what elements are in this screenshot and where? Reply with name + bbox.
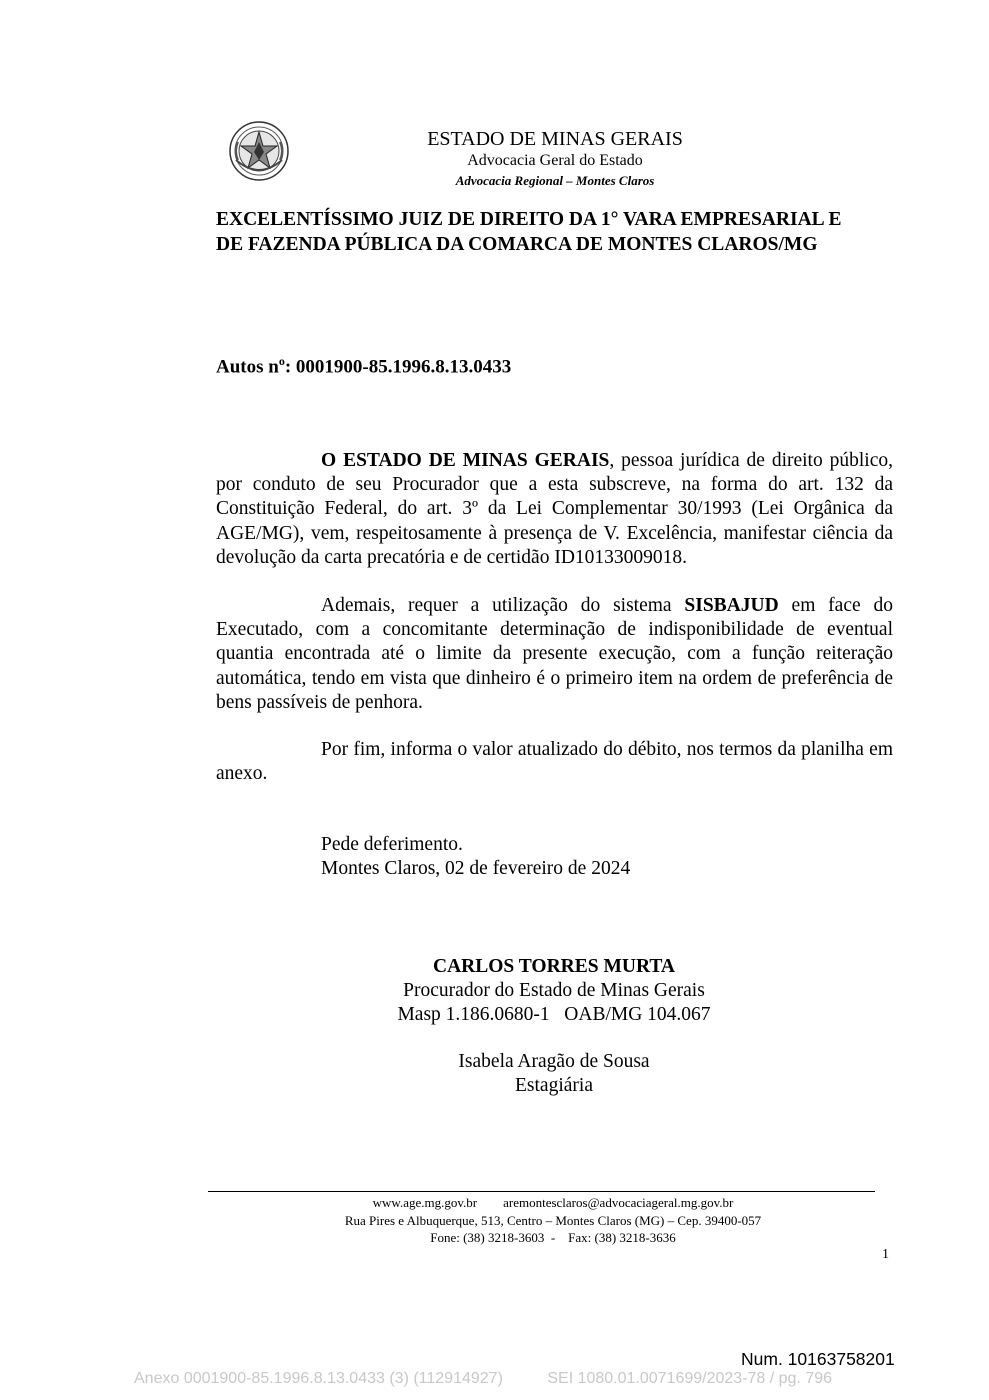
addressee-line-1: EXCELENTÍSSIMO JUIZ DE DIREITO DA 1° VARA EMPRESARIAL E (216, 209, 842, 230)
paragraph-3-text: Por fim, informa o valor atualizado do débito, nos termos da planilha em anexo. (216, 739, 893, 785)
body-paragraph-1 (216, 449, 893, 570)
header-regional: Advocacia Regional – Montes Claros (455, 173, 655, 188)
annex-stamp: Anexo 0001900-85.1996.8.13.0433 (3) (112914927) SEI 1080.01.0071699/2023-78 / pg. 796 (134, 1370, 833, 1387)
page-number: 1 (882, 1247, 889, 1262)
signatory-name: CARLOS TORRES MURTA (432, 956, 676, 977)
signatory-role: Procurador do Estado de Minas Gerais (403, 980, 705, 1001)
case-number-value: : 0001900-85.1996.8.13.0433 (284, 356, 512, 378)
paragraph-1-text: , pessoa jurídica de direito público, por conduto de seu Procurador que a esta subscreve, na forma do art. 132 da Constituição Federal, do art. 3º da Lei Complementar 30/1993 (Lei Orgânica da AGE/MG), vem, respeitosamente à presença de V. Excelência, manifestar ciência da devolução da carta precatória e de certidão ID10133009018. (216, 450, 893, 568)
case-number (216, 354, 511, 378)
footer-phones: Fone: (38) 3218-3603 - Fax: (38) 3218-3636 (430, 1230, 676, 1245)
addressee-line-2: DE FAZENDA PÚBLICA DA COMARCA DE MONTES CLAROS/MG (216, 234, 818, 255)
system-name: SISBAJUD (684, 595, 779, 616)
paragraph-2-after: em face do Executado, com a concomitante determinação de indisponibilidade de eventual quantia encontrada até o limite da presente execução, com a função reiteração automática, tendo em vista que dinheiro é o primeiro item na ordem de preferência de bens passíveis de penhora. (216, 595, 893, 713)
signatory-registration: Masp 1.186.0680-1 OAB/MG 104.067 (397, 1004, 711, 1025)
case-label: Autos n (216, 356, 279, 378)
paragraph-2-before: Ademais, requer a utilização do sistema (321, 595, 685, 616)
footer-divider (208, 1191, 875, 1192)
addressee (216, 207, 906, 257)
header-agency: Advocacia Geral do Estado (467, 152, 643, 169)
closing (321, 833, 630, 881)
document-number-stamp: Num. 10163758201 (741, 1349, 895, 1369)
case-label-sup: o (278, 354, 285, 368)
header-state: ESTADO DE MINAS GERAIS (427, 128, 683, 150)
intern-role: Estagiária (515, 1075, 593, 1096)
footer-email: aremontesclaros@advocaciageral.mg.gov.br (503, 1195, 734, 1210)
closing-request: Pede deferimento. (321, 834, 463, 855)
footer-address: Rua Pires e Albuquerque, 513, Centro – Montes Claros (MG) – Cep. 39400-057 (344, 1213, 762, 1228)
body-paragraph-3 (216, 738, 893, 786)
closing-place-date: Montes Claros, 02 de fevereiro de 2024 (321, 858, 631, 879)
body-paragraph-2 (216, 594, 893, 715)
footer-contacts (208, 1194, 898, 1212)
coat-of-arms-icon (228, 120, 290, 182)
footer-website: www.age.mg.gov.br (372, 1195, 478, 1210)
intern-name: Isabela Aragão de Sousa (458, 1051, 650, 1072)
party-name: O ESTADO DE MINAS GERAIS (321, 450, 610, 471)
